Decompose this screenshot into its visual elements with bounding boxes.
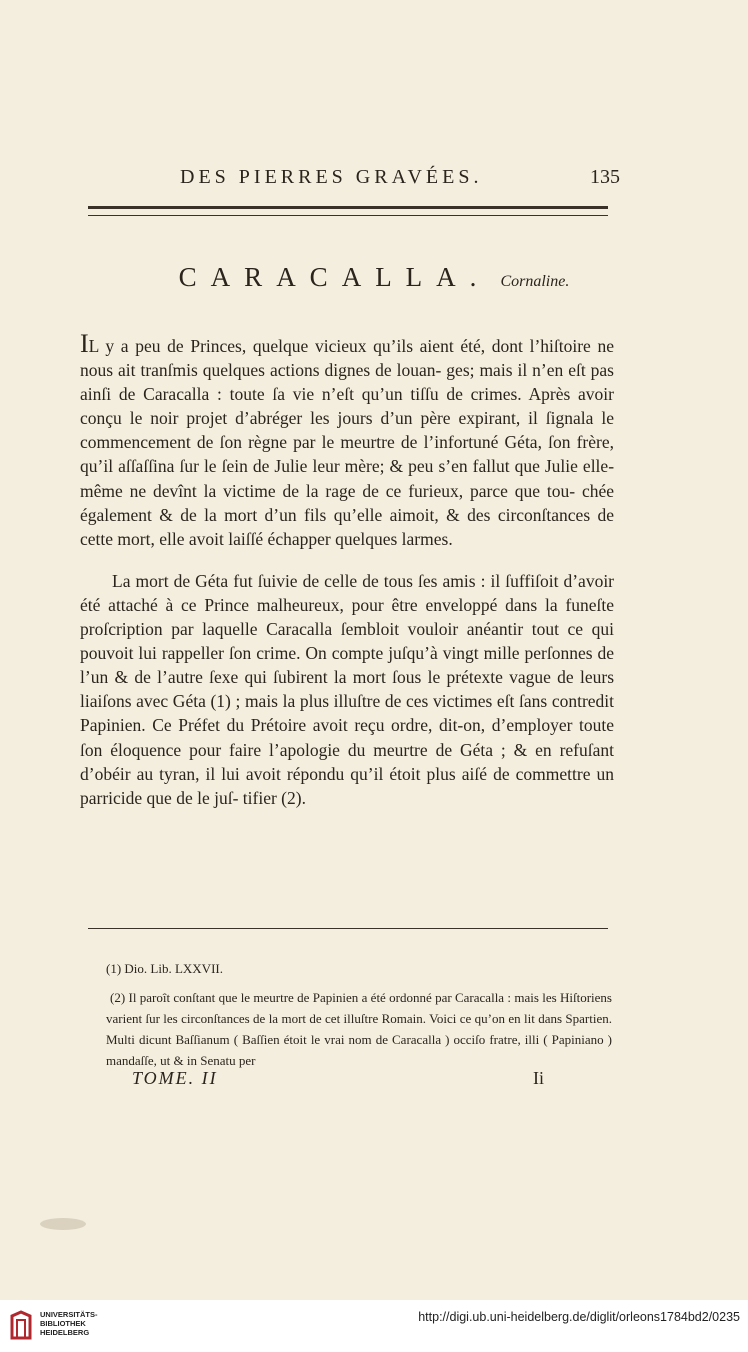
signature-line bbox=[132, 1068, 544, 1089]
volume-mark: TOME. II bbox=[132, 1068, 218, 1088]
text-line: d’employer toute ſon éloquence pour faire l’apologie du meurtre bbox=[80, 715, 615, 760]
text-line: enveloppé dans la funeſte proſcription par laquelle Caracalla bbox=[80, 594, 614, 640]
paragraph-1 bbox=[80, 329, 615, 551]
permalink-url[interactable]: http://digi.ub.uni-heidelberg.de/diglit/orleons1784bd2/0235 bbox=[418, 1310, 740, 1324]
text-line: circonſtances de cette mort, elle avoit laiſſé échapper quelques bbox=[80, 504, 615, 549]
body-text bbox=[80, 329, 615, 810]
text-line: règne par le meurtre de l’infortuné Géta, ſon frère, qu’il aſſaſſina ſur bbox=[80, 432, 614, 477]
running-head bbox=[80, 166, 620, 196]
header-rule bbox=[88, 206, 608, 216]
library-logo-text bbox=[40, 1310, 98, 1337]
paragraph-2 bbox=[80, 569, 614, 810]
footnote-line: (2) Il paroît conſtant que le meurtre de Papinien a été ordonné par Caracalla : bbox=[110, 990, 512, 1005]
footnote-line: nom de Caracalla ) occiſo fratre, illi ( Papiniano ) mandaſſe, ut & in Senatu per bbox=[106, 1032, 613, 1068]
footnote-rule bbox=[88, 928, 608, 929]
viewer-footer bbox=[0, 1300, 748, 1352]
text-line: crime. On compte juſqu’à vingt mille perſonnes de l’un & de bbox=[80, 643, 615, 688]
text-line: qu’un tiſſu de crimes. Après avoir conçu le noir projet d’abréger bbox=[80, 384, 614, 429]
drop-initial: I bbox=[80, 329, 89, 358]
footnote-2 bbox=[106, 987, 612, 1071]
library-logo-icon bbox=[8, 1310, 34, 1340]
text-line: ne devînt la victime de la rage de ce furieux, parce que tou- bbox=[129, 480, 576, 501]
text-line: La mort de Géta fut ſuivie de celle de tous ſes amis : il bbox=[112, 570, 501, 591]
text-line: larmes. bbox=[401, 528, 453, 549]
text-line: L y a peu de Princes, quelque vicieux qu’ils aient été, dont bbox=[88, 336, 523, 356]
text-line: le ſein de Julie leur mère; & peu s’en fallut que Julie elle-même bbox=[80, 456, 615, 501]
footnotes bbox=[106, 958, 612, 1071]
text-line: les jours d’un père expirant, il ſignala le commencement de ſon bbox=[80, 408, 614, 453]
text-line: l’hiſtoire ne nous ait tranſmis quelques actions dignes de louan- bbox=[80, 336, 614, 381]
footnote-line: Voici ce qu’on en lit dans Spartien. Multi dicunt Baſſianum ( Baſſien étoit le vrai bbox=[106, 1011, 613, 1047]
footnote-line: mais les Hiſtoriens varient ſur les circonſtances de la mort de cet illuſtre Romain. bbox=[106, 990, 612, 1026]
logo-line: BIBLIOTHEK bbox=[40, 1319, 86, 1328]
text-line: ſembloit vouloir anéantir tout ce qui pouvoit lui rappeller ſon bbox=[80, 619, 615, 664]
page-number: 135 bbox=[590, 166, 620, 188]
text-line: qu’il étoit plus aiſé de commettre un parricide que de le juſ- bbox=[80, 763, 615, 808]
chapter-title: CARACALLA. bbox=[178, 262, 491, 292]
text-line: tifier (2). bbox=[242, 787, 306, 808]
text-line: ſuffiſoit d’avoir été attaché à ce Prince malheureux, pour être bbox=[80, 570, 615, 615]
text-line: de Géta ; & en refuſant d’obéir au tyran, il lui avoit répondu bbox=[80, 739, 614, 784]
text-line: l’autre ſexe qui ſubirent la mort ſous le prétexte vague de leurs bbox=[157, 667, 615, 688]
chapter-subtitle: Cornaline. bbox=[500, 273, 570, 290]
chapter-heading bbox=[0, 262, 748, 293]
paper-stain bbox=[40, 1218, 86, 1230]
text-line: liaiſons avec Géta (1) ; mais la plus illuſtre de ces victimes eſt ſans bbox=[80, 691, 548, 712]
text-line: chée également & de la mort d’un fils qu’elle aimoit, & des bbox=[80, 480, 614, 525]
running-title: DES PIERRES GRAVÉES. bbox=[180, 166, 483, 188]
signature-mark: Ii bbox=[533, 1068, 544, 1088]
logo-line: UNIVERSITÄTS- bbox=[40, 1310, 98, 1319]
footnote-1: (1) Dio. Lib. LXXVII. bbox=[106, 961, 223, 976]
logo-line: HEIDELBERG bbox=[40, 1328, 90, 1337]
text-line: ges; mais il n’en eſt pas ainſi de Caracalla : toute ſa vie n’eſt bbox=[80, 360, 614, 405]
text-line: contredit Papinien. Ce Préfet du Prétoire avoit reçu ordre, dit-on, bbox=[80, 691, 615, 736]
